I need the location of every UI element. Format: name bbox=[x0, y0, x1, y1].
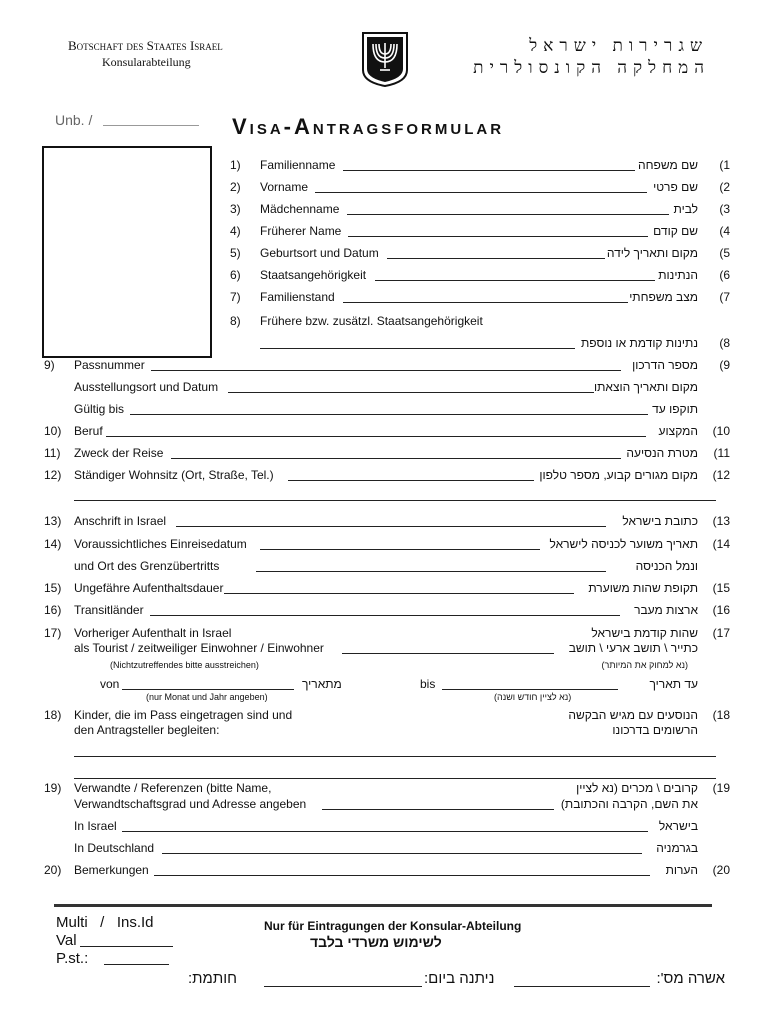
field-label-de: Verwandte / Referenzen (bitte Name, bbox=[74, 781, 272, 795]
field-19-input[interactable] bbox=[322, 809, 554, 810]
field-9c-input[interactable] bbox=[130, 414, 648, 415]
field-9b-input[interactable] bbox=[228, 392, 594, 393]
field-16 bbox=[44, 601, 730, 621]
field-10 bbox=[44, 422, 730, 442]
field-label-de: In Deutschland bbox=[74, 841, 155, 855]
field-num-he: (5 bbox=[719, 246, 730, 260]
field-9 bbox=[44, 356, 730, 376]
field-label-he: שם קודם bbox=[653, 224, 698, 238]
field-4-input[interactable] bbox=[348, 236, 648, 237]
field-11 bbox=[44, 444, 730, 464]
field-17-period-notes bbox=[44, 688, 730, 708]
field-label-de: Bemerkungen bbox=[74, 863, 149, 877]
field-num: 9) bbox=[44, 358, 55, 372]
field-5 bbox=[230, 244, 730, 264]
field-num: 16) bbox=[44, 603, 62, 617]
field-label-he: תוקפו עד bbox=[652, 402, 698, 416]
field-15-input[interactable] bbox=[224, 593, 574, 594]
field-19b bbox=[44, 795, 730, 815]
val-input[interactable] bbox=[80, 946, 173, 947]
field-19-israel bbox=[44, 817, 730, 837]
field-3-input[interactable] bbox=[347, 214, 669, 215]
field-label-de: Geburtsort und Datum bbox=[260, 246, 379, 260]
field-12-input-2[interactable] bbox=[74, 500, 716, 501]
field-3 bbox=[230, 200, 730, 220]
field-num-he: (12 bbox=[712, 468, 730, 482]
field-label-he: מספר הדרכון bbox=[632, 358, 698, 372]
field-num: 17) bbox=[44, 626, 62, 640]
field-label-he: את השם, הקרבה והכתובת) bbox=[560, 797, 698, 811]
field-num: 20) bbox=[44, 863, 62, 877]
field-num: 14) bbox=[44, 537, 62, 551]
field-label-de: Passnummer bbox=[74, 358, 145, 372]
field-label-de: Zweck der Reise bbox=[74, 446, 164, 460]
field-11-input[interactable] bbox=[171, 458, 621, 459]
field-num-he: (1 bbox=[719, 158, 730, 172]
field-label-de: Anschrift in Israel bbox=[74, 514, 167, 528]
visa-number-label: אשרה מס': bbox=[656, 970, 725, 987]
field-num-he: (7 bbox=[719, 290, 730, 304]
field-9b bbox=[44, 378, 730, 398]
field-num: 15) bbox=[44, 581, 62, 595]
field-label-he: ארצות מעבר bbox=[634, 603, 698, 617]
field-num: 3) bbox=[230, 202, 241, 216]
field-label-he: מקום ותאריך הוצאתו bbox=[594, 380, 698, 394]
field-label-de: Familienname bbox=[260, 158, 336, 172]
field-num: 6) bbox=[230, 268, 241, 282]
field-num-he: (2 bbox=[719, 180, 730, 194]
field-label-he: לבית bbox=[673, 202, 698, 216]
field-18-input-1[interactable] bbox=[74, 756, 716, 757]
embassy-name-de: Botschaft des Staates Israel bbox=[68, 38, 223, 53]
field-19-israel-input[interactable] bbox=[122, 831, 648, 832]
field-label-he: שהות קודמת בישראל bbox=[591, 626, 698, 640]
field-label-de: Mädchenname bbox=[260, 202, 340, 216]
note-he: (נא למחוק את המיותר) bbox=[601, 660, 688, 670]
field-num: 2) bbox=[230, 180, 241, 194]
field-5-input[interactable] bbox=[387, 258, 605, 259]
field-num-he: (18 bbox=[712, 708, 730, 722]
field-num: 8) bbox=[230, 314, 241, 328]
field-label-de: Gültig bis bbox=[74, 402, 125, 416]
field-num: 11) bbox=[44, 446, 61, 460]
field-num-he: (9 bbox=[719, 358, 730, 372]
field-19-germany bbox=[44, 839, 730, 859]
multi-label: Multi / Ins.Id bbox=[56, 914, 154, 931]
field-label-he: שם פרטי bbox=[653, 180, 698, 194]
field-9-input[interactable] bbox=[151, 370, 621, 371]
field-num-he: (10 bbox=[712, 424, 730, 438]
field-13 bbox=[44, 512, 730, 532]
field-label-he: המקצוע bbox=[658, 424, 698, 438]
field-num: 1) bbox=[230, 158, 241, 172]
field-20-input[interactable] bbox=[154, 875, 650, 876]
photo-box bbox=[42, 146, 212, 358]
field-8-input[interactable] bbox=[260, 348, 575, 349]
field-label-he: כתייר \ תושב ארעי \ תושב bbox=[568, 641, 698, 655]
field-label-de: Beruf bbox=[74, 424, 103, 438]
field-num-he: (16 bbox=[712, 603, 730, 617]
field-label-de: als Tourist / zeitweiliger Einwohner / Einwohner bbox=[74, 641, 324, 655]
unb-field[interactable] bbox=[103, 125, 199, 126]
field-label-de: Familienstand bbox=[260, 290, 335, 304]
field-1 bbox=[230, 156, 730, 176]
field-num: 10) bbox=[44, 424, 62, 438]
pst-input[interactable] bbox=[104, 964, 169, 965]
field-num-he: (6 bbox=[719, 268, 730, 282]
field-label-de: Ständiger Wohnsitz (Ort, Straße, Tel.) bbox=[74, 468, 274, 482]
field-label-he: מקום מגורים קבוע, מספר טלפון bbox=[539, 468, 698, 482]
menorah-emblem-icon bbox=[360, 30, 410, 88]
embassy-name-he: שגרירות ישראל bbox=[529, 36, 708, 55]
stamp-label: חותמת: bbox=[188, 970, 237, 987]
pst-label: P.st.: bbox=[56, 950, 89, 967]
field-num-he: (8 bbox=[719, 336, 730, 350]
field-label-he: קרובים \ מכרים (נא לציין bbox=[576, 781, 698, 795]
field-14 bbox=[44, 535, 730, 555]
field-18b bbox=[44, 721, 730, 741]
note-de: (nur Monat und Jahr angeben) bbox=[146, 692, 268, 702]
field-label-he: מקום ותאריך לידה bbox=[606, 246, 698, 260]
field-label-de: den Antragsteller begleiten: bbox=[74, 723, 220, 737]
field-label-de: und Ort des Grenzübertritts bbox=[74, 559, 220, 573]
field-label-de: Vorheriger Aufenthalt in Israel bbox=[74, 626, 232, 640]
field-num-he: (17 bbox=[712, 626, 730, 640]
field-label-de: Ausstellungsort und Datum bbox=[74, 380, 219, 394]
me-taarich-label: מתאריך bbox=[302, 677, 342, 691]
field-14b bbox=[44, 557, 730, 577]
field-label-he: נתינות קודמת או נוספת bbox=[581, 336, 698, 350]
field-15 bbox=[44, 579, 730, 599]
field-label-he: כתובת בישראל bbox=[622, 514, 698, 528]
field-label-he: ונמל הכניסה bbox=[635, 559, 698, 573]
field-label-he: הרשומים בדרכונו bbox=[612, 723, 698, 737]
consular-only-de: Nur für Eintragungen der Konsular-Abteilung bbox=[264, 919, 522, 933]
visa-number-input[interactable] bbox=[514, 986, 650, 987]
field-num-he: (13 bbox=[712, 514, 730, 528]
field-16-input[interactable] bbox=[150, 615, 620, 616]
field-8-he bbox=[230, 334, 730, 354]
field-label-de: Kinder, die im Pass eingetragen sind und bbox=[74, 708, 293, 722]
unb-label: Unb. / bbox=[55, 112, 93, 128]
field-label-de: In Israel bbox=[74, 819, 117, 833]
field-num: 13) bbox=[44, 514, 62, 528]
field-13-input[interactable] bbox=[176, 526, 606, 527]
field-label-he: מצב משפחתי bbox=[629, 290, 698, 304]
field-7 bbox=[230, 288, 730, 308]
form-title: Visa-Antragsformular bbox=[232, 114, 505, 139]
field-num-he: (20 bbox=[712, 863, 730, 877]
field-num-he: (14 bbox=[712, 537, 730, 551]
field-label-de: Früherer Name bbox=[260, 224, 342, 238]
field-label-de: Verwandtschaftsgrad und Adresse angeben bbox=[74, 797, 307, 811]
field-9c bbox=[44, 400, 730, 420]
issued-on-label: ניתנה ביום: bbox=[424, 970, 495, 987]
field-4 bbox=[230, 222, 730, 242]
field-10-input[interactable] bbox=[106, 436, 646, 437]
field-17-notes bbox=[44, 656, 730, 676]
field-12 bbox=[44, 466, 730, 486]
field-6-input[interactable] bbox=[375, 280, 655, 281]
field-12-input[interactable] bbox=[288, 480, 534, 481]
consular-only-he: לשימוש משרדי בלבד bbox=[310, 934, 442, 950]
field-14-input[interactable] bbox=[260, 549, 540, 550]
field-num: 12) bbox=[44, 468, 62, 482]
field-label-he: תאריך משוער לכניסה לישראל bbox=[549, 537, 698, 551]
footer-separator bbox=[54, 904, 712, 907]
field-2-input[interactable] bbox=[315, 192, 647, 193]
field-7-input[interactable] bbox=[343, 302, 628, 303]
note-de: (Nichtzutreffendes bitte ausstreichen) bbox=[110, 660, 259, 670]
field-6 bbox=[230, 266, 730, 286]
field-19-germany-input[interactable] bbox=[162, 853, 642, 854]
field-label-he: הערות bbox=[665, 863, 698, 877]
field-label-he: בגרמניה bbox=[656, 841, 698, 855]
von-label: von bbox=[100, 677, 120, 691]
field-num-he: (19 bbox=[712, 781, 730, 795]
field-14b-input[interactable] bbox=[256, 571, 606, 572]
field-label-he: תקופת שהות משוערת bbox=[588, 581, 698, 595]
field-label-de: Voraussichtliches Einreisedatum bbox=[74, 537, 247, 551]
field-num-he: (3 bbox=[719, 202, 730, 216]
field-2 bbox=[230, 178, 730, 198]
ad-taarich-label: עד תאריך bbox=[649, 677, 698, 691]
field-num-he: (4 bbox=[719, 224, 730, 238]
field-label-de: Ungefähre Aufenthaltsdauer bbox=[74, 581, 224, 595]
bis-label: bis bbox=[420, 677, 436, 691]
note-he: (נא לציין חודש ושנה) bbox=[494, 692, 572, 702]
val-label: Val bbox=[56, 932, 77, 949]
field-1-input[interactable] bbox=[343, 170, 635, 171]
field-8-de bbox=[230, 312, 730, 332]
issued-on-input[interactable] bbox=[264, 986, 422, 987]
field-label-he: שם משפחה bbox=[638, 158, 698, 172]
field-17b-input[interactable] bbox=[342, 653, 554, 654]
field-label-de: Frühere bzw. zusätzl. Staatsangehörigkeit bbox=[260, 314, 483, 328]
field-label-he: מטרת הנסיעה bbox=[626, 446, 698, 460]
field-label-he: בישראל bbox=[658, 819, 698, 833]
field-label-he: הנתינות bbox=[658, 268, 698, 282]
consular-dept-he: המחלקה הקונסולרית bbox=[473, 58, 710, 77]
field-num: 4) bbox=[230, 224, 241, 238]
field-20 bbox=[44, 861, 730, 881]
field-label-he: הנוסעים עם מגיש הבקשה bbox=[568, 708, 698, 722]
field-num: 5) bbox=[230, 246, 241, 260]
field-num: 19) bbox=[44, 781, 62, 795]
field-num: 18) bbox=[44, 708, 62, 722]
field-label-de: Vorname bbox=[260, 180, 309, 194]
field-num-he: (15 bbox=[712, 581, 730, 595]
field-num-he: (11 bbox=[713, 446, 730, 460]
field-label-de: Transitländer bbox=[74, 603, 144, 617]
consular-dept-de: Konsularabteilung bbox=[102, 55, 191, 69]
field-label-de: Staatsangehörigkeit bbox=[260, 268, 367, 282]
field-num: 7) bbox=[230, 290, 241, 304]
